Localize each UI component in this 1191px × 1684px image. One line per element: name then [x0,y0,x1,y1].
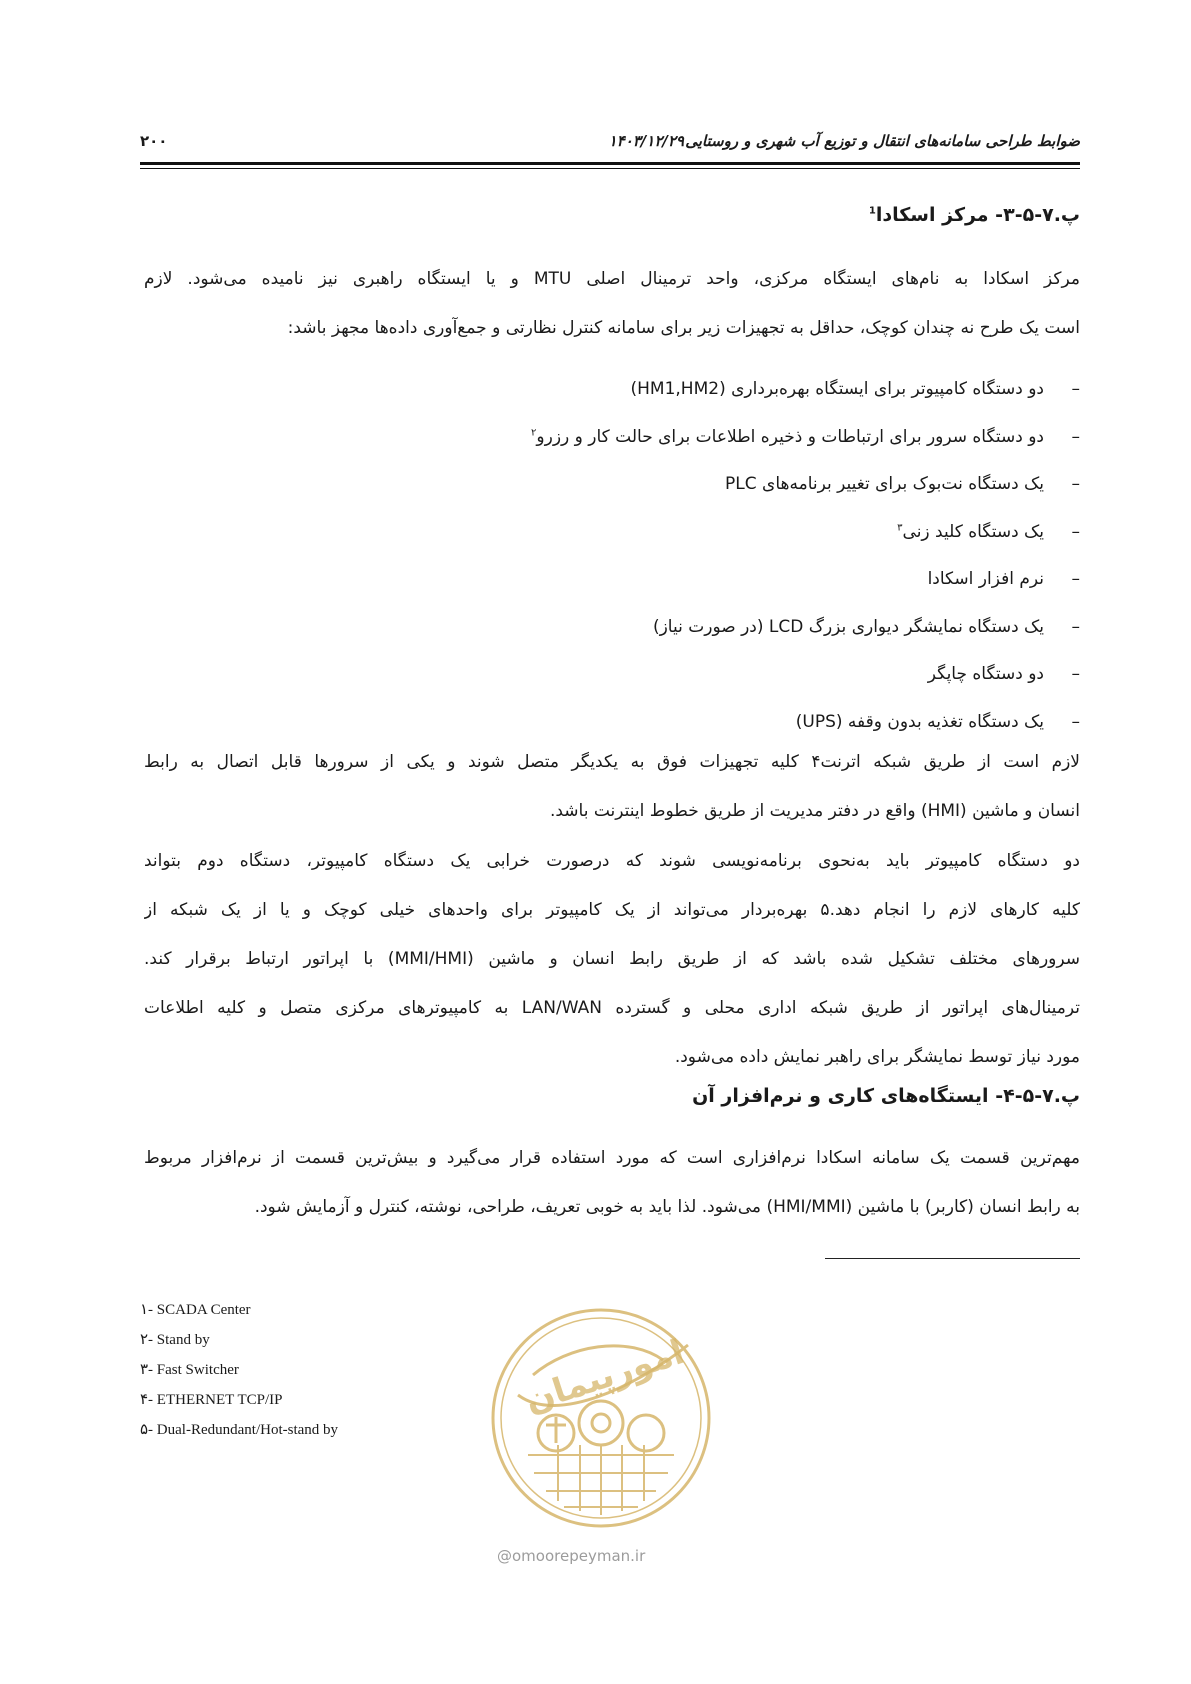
dash-bullet: – [1071,521,1080,542]
paragraph-line: سرورهای مختلف تشکیل شده باشد که از طریق رابط انسان و ماشین (MMI/HMI) با اپراتور ارتباط برقرار کند. [144,949,1080,969]
list-item-text: دو دستگاه کامپیوتر برای ایستگاه بهره‌برداری (HM1,HM2) [630,379,1044,399]
paragraph-line: ترمینال‌های اپراتور از طریق شبکه اداری محلی و گسترده LAN/WAN به کامپیوترهای مرکزی متصل و کلیه اطلاعات [144,998,1080,1018]
paragraph-line: مرکز اسکادا به نام‌های ایستگاه مرکزی، واحد ترمینال اصلی MTU و یا ایستگاه راهبری نیز نامیده می‌شود. لازم [144,269,1080,289]
list-item-text: دو دستگاه چاپگر [927,664,1044,684]
dash-bullet: – [1071,426,1080,447]
redundancy-paragraph [144,837,1080,1082]
list-item [180,651,1080,699]
list-item-text: یک دستگاه کلید زنی [902,521,1044,542]
section-heading-text: پ.۷-۵-۳- مرکز اسکادا [875,204,1080,226]
paragraph-line: کلیه کارهای لازم را انجام دهد.۵ بهره‌بردار می‌تواند از یک کامپیوتر برای واحدهای خیلی کوچک و یا از یک شبکه از [144,900,1080,920]
dash-bullet: – [1071,664,1080,684]
footnote-marker: ۳ [897,521,903,533]
list-item-text: یک دستگاه تغذیه بدون وقفه (UPS) [795,711,1044,732]
dash-bullet: – [1071,379,1080,399]
header-book-title: ضوابط طراحی سامانه‌های انتقال و توزیع آب شهری و روستایی [685,132,1080,150]
list-item-text: نرم افزار اسکادا [927,569,1044,589]
footnote: ۳- Fast Switcher [140,1362,239,1378]
paragraph-line: لازم است از طریق شبکه اترنت۴ کلیه تجهیزات فوق به یکدیگر متصل شوند و یکی از سرورها قابل اتصال به رابط [144,752,1080,772]
section-heading-text: پ.۷-۵-۴- ایستگاه‌های کاری و نرم‌افزار آن [692,1085,1080,1107]
workstations-paragraph [144,1134,1080,1232]
footnote-marker: 1 [868,205,876,217]
running-header [140,128,1080,156]
section-heading-scada-center [869,204,1080,226]
intro-paragraph [144,255,1080,353]
paragraph-line: مهم‌ترین قسمت یک سامانه اسکادا نرم‌افزاری است که مورد استفاده قرار می‌گیرد و بیش‌ترین قسمت از نرم‌افزار مربوط [144,1148,1080,1168]
list-item [180,461,1080,509]
paragraph-line: است یک طرح نه چندان کوچک، حداقل به تجهیزات زیر برای سامانه کنترل نظارتی و جمع‌آوری داده‌ها مجهز باشد: [287,318,1080,338]
dash-bullet: – [1071,711,1080,732]
list-item-text: یک دستگاه نت‌بوک برای تغییر برنامه‌های PLC [725,474,1044,494]
section-heading-workstations [692,1085,1080,1107]
list-item-text: دو دستگاه سرور برای ارتباطات و ذخیره اطلاعات برای حالت کار و رزرو [536,426,1044,447]
footnote: ۵- Dual-Redundant/Hot-stand by [140,1422,339,1438]
svg-text:امورپیمان: امورپیمان [520,1332,690,1422]
footnote: ۲- Stand by [140,1332,210,1348]
paragraph-line: مورد نیاز توسط نمایشگر برای راهبر نمایش داده می‌شود. [674,1047,1080,1067]
paragraph-line: دو دستگاه کامپیوتر باید به‌نحوی برنامه‌نویسی شوند که درصورت خرابی یک دستگاه کامپیوتر، دستگاه دوم بتواند [144,851,1080,871]
list-item-text: یک دستگاه نمایشگر دیواری بزرگ LCD (در صورت نیاز) [652,616,1044,637]
footnote-separator [825,1258,1080,1259]
footnote-marker: ۲ [531,426,537,438]
network-paragraph [144,738,1080,836]
list-item [180,556,1080,604]
list-item [180,414,1080,462]
paragraph-line: به رابط انسان (کاربر) با ماشین (HMI/MMI) می‌شود. لذا باید به خوبی تعریف، طراحی، نوشته، کنترل و آزمایش شود. [254,1197,1080,1217]
watermark-url-text: @omoorepeyman.ir [497,1547,646,1565]
dash-bullet: – [1071,474,1080,494]
footnote: ۴- ETHERNET TCP/IP [140,1392,283,1408]
list-item [180,366,1080,414]
footnote: ۱- SCADA Center [140,1302,251,1318]
watermark-stamp-logo [488,1305,714,1531]
footnotes [140,1295,338,1445]
dash-bullet: – [1071,616,1080,637]
dash-bullet: – [1071,569,1080,589]
watermark-url [497,1547,645,1565]
list-item [180,604,1080,652]
header-rule [140,162,1080,165]
equipment-list [180,366,1080,746]
header-rule-thin [140,168,1080,169]
paragraph-line: انسان و ماشین (HMI) واقع در دفتر مدیریت از طریق خطوط اینترنت باشد. [549,801,1080,821]
page-number: ۲۰۰ [140,132,168,150]
list-item [180,509,1080,557]
header-date: ۱۴۰۳/۱۲/۲۹ [608,132,684,150]
